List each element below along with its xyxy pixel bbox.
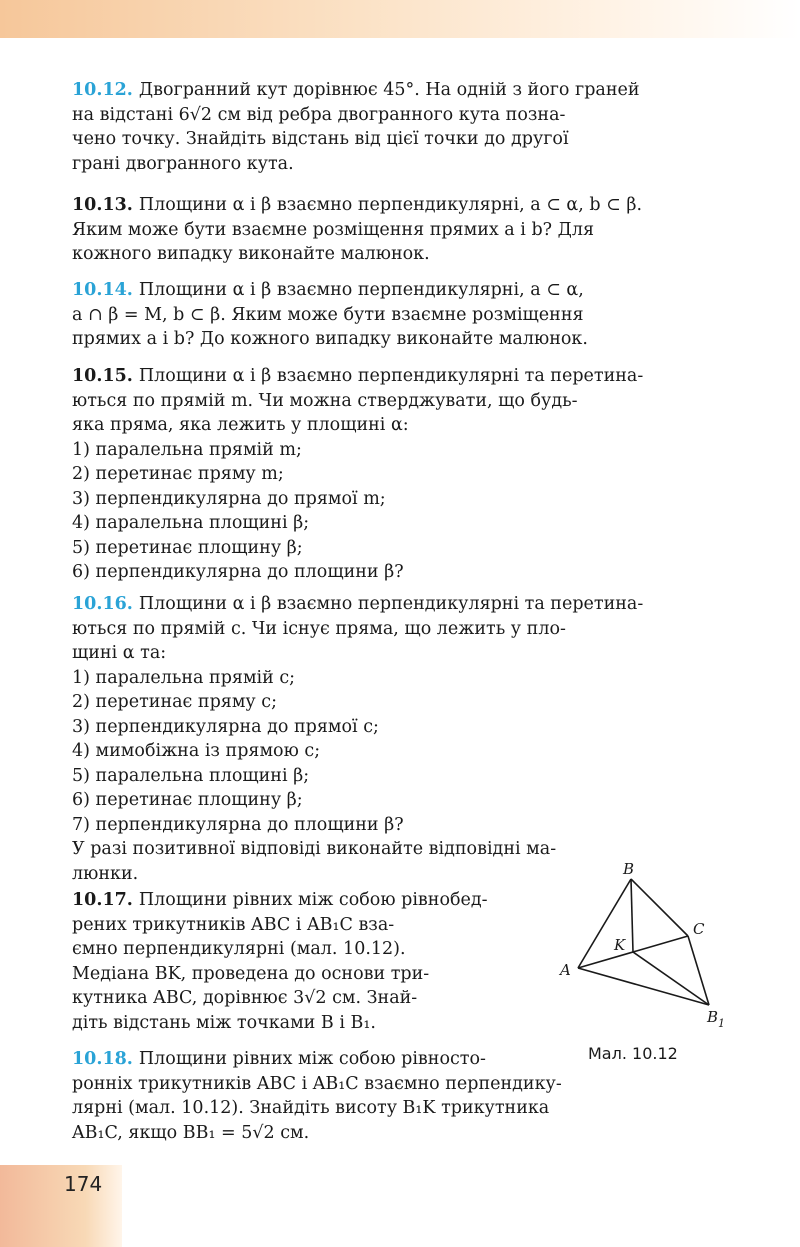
- problem-line: ємно перпендикулярні (мал. 10.12).: [72, 939, 406, 959]
- figure-10-12: [556, 862, 746, 1072]
- problem-line: Площини α і β взаємно перпендикулярні, a ⊂ α,: [138, 280, 584, 300]
- problem-line: грані двогранного кута.: [72, 153, 294, 174]
- median-bk: [631, 879, 633, 952]
- answer-item: 5) паралельна площині β;: [72, 765, 310, 786]
- answer-item: 2) перетинає пряму c;: [72, 692, 277, 712]
- problem-line: Площини α і β взаємно перпендикулярні та перетина-: [138, 594, 644, 614]
- problem-line: Площини рівних між собою рівносто-: [138, 1049, 486, 1069]
- top-decor-band: [0, 0, 800, 38]
- problem-line: У разі позитивної відповіді виконайте відповідні ма-: [72, 839, 557, 859]
- label-k: K: [614, 936, 626, 954]
- problem-number: 10.15.: [72, 366, 133, 386]
- problem-line: діть відстань між точками B і B₁.: [72, 1012, 376, 1033]
- answer-item: 6) перетинає площину β;: [72, 790, 303, 810]
- problem-line: ються по прямій m. Чи можна стверджувати, що будь-: [72, 390, 578, 411]
- problem-number: 10.16.: [72, 594, 133, 614]
- problem-line: Площини α і β взаємно перпендикулярні та перетина-: [138, 366, 644, 386]
- problem-10-17: [72, 888, 594, 1035]
- answer-item: 6) перпендикулярна до площини β?: [72, 562, 404, 582]
- bottom-decor-band: [0, 1165, 122, 1247]
- problem-line: AB₁C, якщо BB₁ = 5√2 см.: [72, 1122, 310, 1143]
- problem-line: a ∩ β = M, b ⊂ β. Яким може бути взаємне розміщення: [72, 304, 584, 325]
- problem-number: 10.17.: [72, 890, 133, 910]
- problem-line: рених трикутників ABC і AB₁C вза-: [72, 914, 395, 935]
- problem-number: 10.13.: [72, 195, 133, 215]
- problem-10-16: [72, 592, 786, 886]
- edge-ab1: [578, 968, 709, 1005]
- label-a: A: [560, 961, 571, 979]
- label-c: C: [693, 920, 705, 938]
- label-b1: $B_1$: [707, 1008, 726, 1030]
- problem-line: щині α та:: [72, 643, 167, 663]
- problem-10-15: [72, 364, 786, 585]
- answer-item: 2) перетинає пряму m;: [72, 464, 284, 484]
- problem-line: лярні (мал. 10.12). Знайдіть висоту B₁K трикутника: [72, 1098, 550, 1118]
- problem-number: 10.18.: [72, 1049, 133, 1069]
- label-b: B: [623, 862, 635, 878]
- edge-cb1: [688, 936, 709, 1005]
- problem-number: 10.12.: [72, 80, 133, 100]
- problem-line: прямих a і b? До кожного випадку виконайте малюнок.: [72, 329, 588, 349]
- answer-item: 4) мимобіжна із прямою c;: [72, 741, 321, 761]
- problem-line: Яким може бути взаємне розміщення прямих a і b? Для: [72, 219, 594, 240]
- answer-item: 3) перпендикулярна до прямої m;: [72, 488, 386, 509]
- answer-item: 4) паралельна площині β;: [72, 513, 310, 533]
- answer-item: 1) паралельна прямій m;: [72, 439, 302, 460]
- page-number: 174: [64, 1172, 103, 1196]
- problem-10-14: [72, 278, 786, 352]
- problem-line: Площини α і β взаємно перпендикулярні, a ⊂ α, b ⊂ β.: [138, 195, 643, 215]
- problem-line: ються по прямій c. Чи існує пряма, що лежить у пло-: [72, 618, 566, 639]
- problem-line: люнки.: [72, 863, 139, 884]
- problem-10-12: [72, 78, 786, 176]
- answer-item: 1) паралельна прямій c;: [72, 667, 296, 688]
- problem-number: 10.14.: [72, 280, 133, 300]
- answer-item: 3) перпендикулярна до прямої c;: [72, 716, 379, 737]
- problem-line: Двогранний кут дорівнює 45°. На одній з його граней: [138, 80, 640, 100]
- problem-line: чено точку. Знайдіть відстань від цієї точки до другої: [72, 129, 569, 149]
- edge-bc: [631, 879, 688, 936]
- problem-line: кожного випадку виконайте малюнок.: [72, 244, 430, 264]
- segment-kb1: [633, 952, 709, 1005]
- problem-line: Площини рівних між собою рівнобед-: [138, 890, 488, 910]
- problem-line: ронніх трикутників ABC і AB₁C взаємно перпендику-: [72, 1073, 562, 1094]
- problem-line: кутника ABC, дорівнює 3√2 см. Знай-: [72, 988, 418, 1008]
- figure-caption: Мал. 10.12: [588, 1044, 678, 1063]
- problem-line: Медіана BK, проведена до основи три-: [72, 963, 430, 984]
- problem-line: яка пряма, яка лежить у площині α:: [72, 415, 409, 435]
- answer-item: 5) перетинає площину β;: [72, 537, 303, 558]
- problem-10-13: [72, 193, 786, 267]
- answer-item: 7) перпендикулярна до площини β?: [72, 814, 404, 835]
- problem-line: на відстані 6√2 см від ребра двогранного кута позна-: [72, 104, 566, 125]
